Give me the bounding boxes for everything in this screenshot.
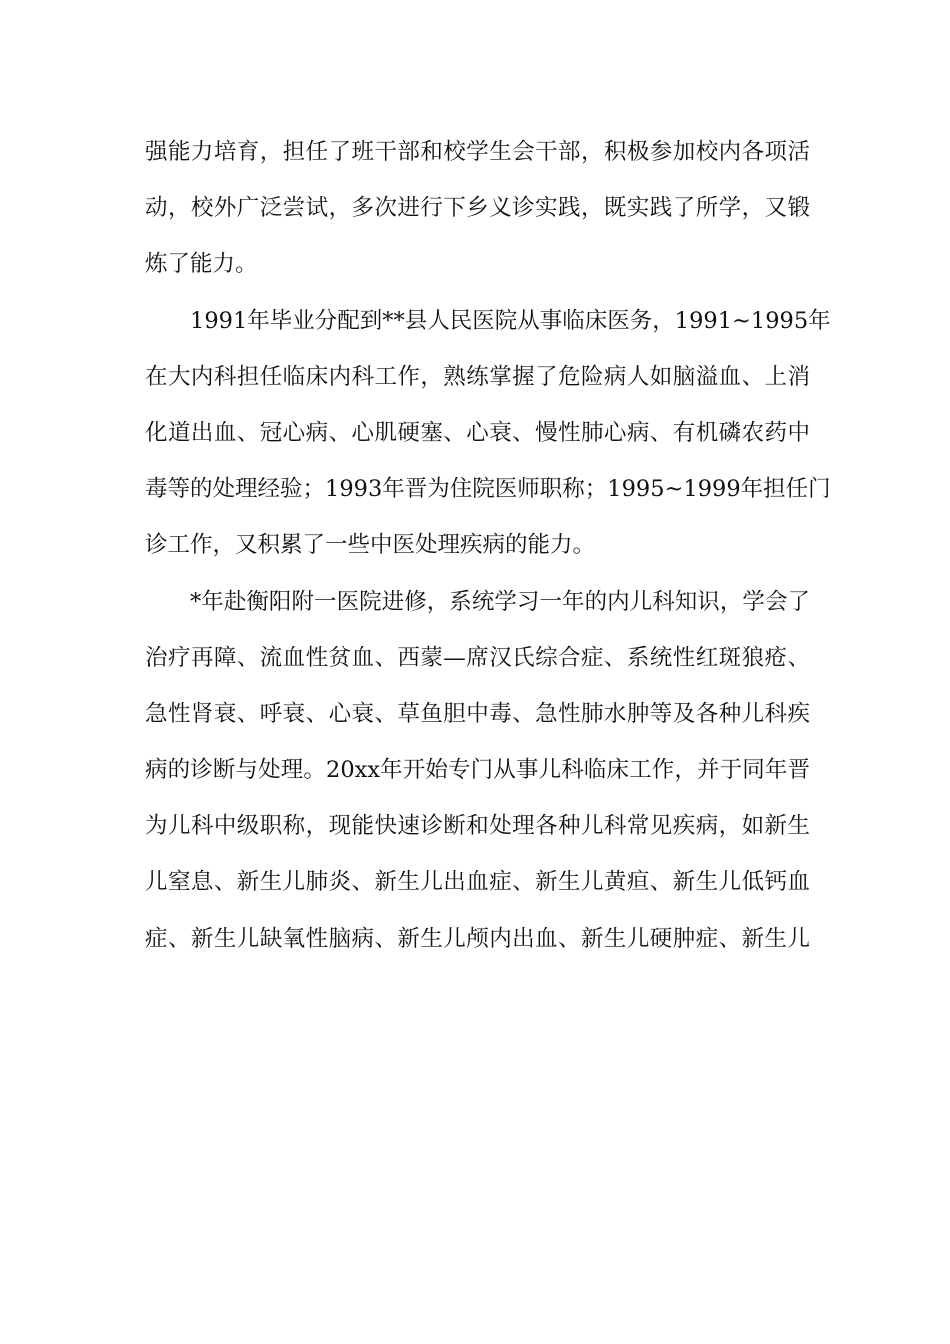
text-line: 化道出血、冠心病、心肌硬塞、心衰、慢性肺心病、有机磷农药中 <box>145 419 810 446</box>
body-text <box>145 132 831 975</box>
text-line: 急性肾衰、呼衰、心衰、草鱼胆中毒、急性肺水肿等及各种儿科疾 <box>145 700 810 727</box>
text-line: 为儿科中级职称，现能快速诊断和处理各种儿科常见疾病，如新生 <box>145 813 810 840</box>
text-line: *年赴衡阳附一医院进修，系统学习一年的内儿科知识，学会了 <box>190 588 810 615</box>
text-line: 强能力培育，担任了班干部和校学生会干部，积极参加校内各项活 <box>145 139 810 165</box>
text-line: 毒等的处理经验；1993年晋为住院医师职称；1995~1999年担任门 <box>145 476 831 503</box>
text-line: 动，校外广泛尝试，多次进行下乡义诊实践，既实践了所学，又锻 <box>145 195 810 222</box>
text-line: 治疗再障、流血性贫血、西蒙—席汉氏综合症、系统性红斑狼疮、 <box>145 644 810 671</box>
text-line: 在大内科担任临床内科工作，熟练掌握了危险病人如脑溢血、上消 <box>145 363 810 390</box>
text-line: 儿窒息、新生儿肺炎、新生儿出血症、新生儿黄疸、新生儿低钙血 <box>145 869 810 896</box>
text-line: 炼了能力。 <box>145 251 258 278</box>
text-line: 症、新生儿缺氧性脑病、新生儿颅内出血、新生儿硬肿症、新生儿 <box>145 925 810 952</box>
text-line: 1991年毕业分配到**县人民医院从事临床医务，1991~1995年 <box>190 307 831 334</box>
text-line: 诊工作，又积累了一些中医处理疾病的能力。 <box>145 532 596 559</box>
text-line: 病的诊断与处理。20xx年开始专门从事儿科临床工作，并于同年晋 <box>145 757 810 784</box>
